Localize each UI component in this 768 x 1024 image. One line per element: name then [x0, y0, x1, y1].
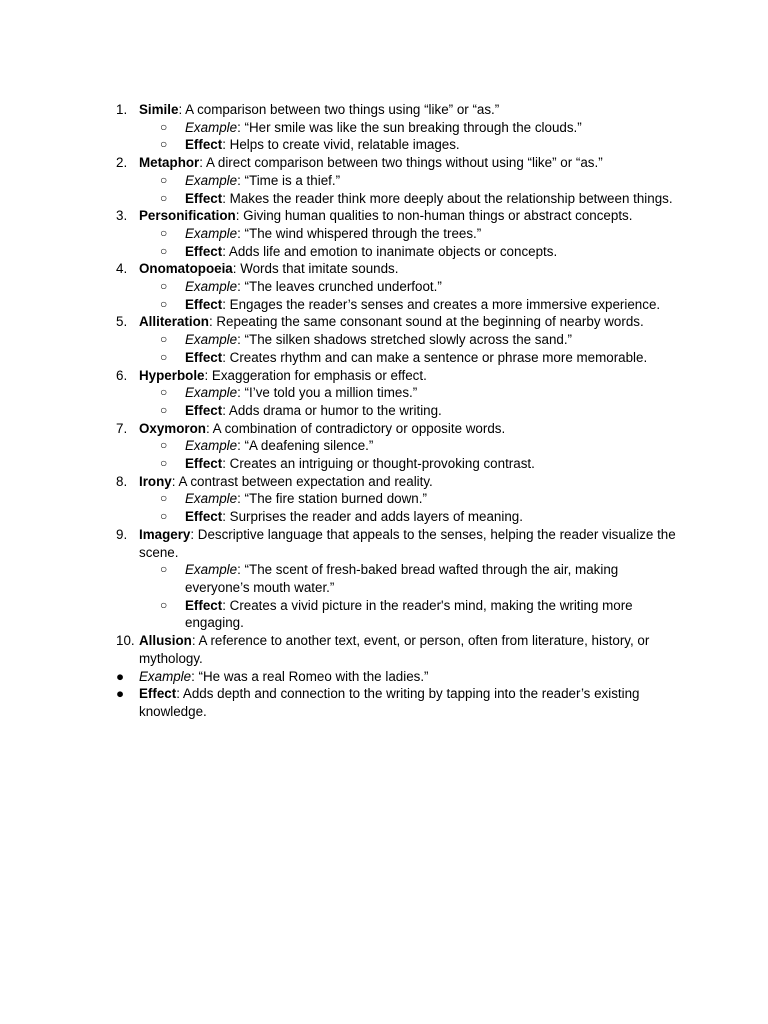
list-number: 9.: [116, 526, 128, 542]
term-name: Hyperbole: [139, 367, 205, 383]
list-item: [0, 367, 676, 385]
sub-label: Example: [185, 119, 238, 135]
bullet-text: : “He was a real Romeo with the ladies.”: [191, 668, 429, 684]
circle-bullet-icon: ○: [160, 190, 168, 205]
circle-bullet-icon: ○: [160, 119, 168, 134]
circle-bullet-icon: ○: [160, 225, 168, 240]
list-item: [0, 313, 676, 331]
list-item: [0, 473, 676, 491]
bullet-label: Effect: [139, 686, 177, 702]
circle-bullet-icon: ○: [160, 509, 168, 524]
circle-bullet-icon: ○: [160, 597, 168, 612]
document-body: [0, 101, 768, 721]
sub-item: [0, 190, 676, 208]
sub-text: : Adds life and emotion to inanimate objects or concepts.: [222, 243, 558, 259]
term-definition: : Exaggeration for emphasis or effect.: [204, 367, 427, 383]
sub-label: Effect: [185, 243, 223, 259]
bullet-item: [0, 685, 676, 720]
sub-label: Example: [185, 491, 238, 507]
list-item: [0, 526, 676, 561]
sub-label: Example: [185, 225, 238, 241]
circle-bullet-icon: ○: [160, 279, 168, 294]
sub-item: [0, 278, 676, 296]
circle-bullet-icon: ○: [160, 562, 168, 577]
term-name: Personification: [139, 208, 236, 224]
term-name: Metaphor: [139, 155, 200, 171]
list-number: 2.: [116, 155, 128, 171]
sub-item: [0, 172, 676, 190]
sub-label: Effect: [185, 456, 223, 472]
sub-label: Example: [185, 385, 238, 401]
sub-text: : “The fire station burned down.”: [237, 491, 427, 507]
list-number: 5.: [116, 314, 128, 330]
circle-bullet-icon: ○: [160, 243, 168, 258]
sub-item: [0, 402, 676, 420]
sub-item: [0, 331, 676, 349]
circle-bullet-icon: ○: [160, 172, 168, 187]
circle-bullet-icon: ○: [160, 349, 168, 364]
sub-item: [0, 225, 676, 243]
list-number: 1.: [116, 102, 128, 117]
list-item: [0, 632, 676, 667]
list-number: 6.: [116, 367, 128, 383]
term-definition: : A contrast between expectation and reality.: [171, 473, 433, 489]
bullet-text: : Adds depth and connection to the writing by tapping into the reader’s existing knowledge.: [139, 686, 640, 719]
sub-item: [0, 437, 676, 455]
bullet-item: [0, 668, 676, 686]
sub-text: : Creates rhythm and can make a sentence or phrase more memorable.: [222, 349, 648, 365]
sub-item: [0, 490, 676, 508]
sub-label: Effect: [185, 137, 223, 153]
list-number: 7.: [116, 420, 128, 436]
sub-item: [0, 243, 676, 261]
term-definition: : A comparison between two things using “like” or “as.”: [178, 102, 500, 117]
term-definition: : A combination of contradictory or opposite words.: [205, 420, 506, 436]
sub-text: : Makes the reader think more deeply about the relationship between things.: [222, 190, 673, 206]
term-definition: : A direct comparison between two things without using “like” or “as.”: [199, 155, 603, 171]
bullet-dot-icon: ●: [116, 668, 125, 684]
circle-bullet-icon: ○: [160, 491, 168, 506]
sub-item: [0, 561, 676, 596]
sub-text: : Surprises the reader and adds layers of meaning.: [222, 509, 523, 525]
term-definition: : Giving human qualities to non-human things or abstract concepts.: [235, 208, 633, 224]
sub-text: : Creates an intriguing or thought-provoking contrast.: [222, 456, 535, 472]
sub-text: : “The leaves crunched underfoot.”: [237, 279, 442, 295]
sub-text: : Engages the reader’s senses and creates a more immersive experience.: [222, 296, 661, 312]
sub-text: : “Her smile was like the sun breaking through the clouds.”: [237, 119, 582, 135]
list-item: [0, 101, 676, 119]
sub-text: : “Time is a thief.”: [237, 172, 341, 188]
circle-bullet-icon: ○: [160, 385, 168, 400]
circle-bullet-icon: ○: [160, 332, 168, 347]
sub-item: [0, 455, 676, 473]
sub-text: : “A deafening silence.”: [237, 438, 374, 454]
circle-bullet-icon: ○: [160, 402, 168, 417]
sub-label: Example: [185, 438, 238, 454]
sub-label: Example: [185, 332, 238, 348]
list-item: [0, 260, 676, 278]
term-name: Imagery: [139, 526, 191, 542]
list-number: 8.: [116, 473, 128, 489]
sub-text: : “The scent of fresh-baked bread wafted through the air, making everyone’s mouth water.”: [185, 562, 619, 595]
term-name: Allusion: [139, 633, 192, 649]
term-definition: : Repeating the same consonant sound at the beginning of nearby words.: [208, 314, 644, 330]
term-definition: : Words that imitate sounds.: [232, 261, 399, 277]
sub-text: : Creates a vivid picture in the reader's mind, making the writing more engaging.: [185, 597, 633, 631]
circle-bullet-icon: ○: [160, 296, 168, 311]
sub-item: [0, 136, 676, 154]
sub-label: Effect: [185, 509, 223, 525]
circle-bullet-icon: ○: [160, 137, 168, 152]
sub-label: Effect: [185, 402, 223, 418]
list-item: [0, 207, 676, 225]
sub-label: Example: [185, 172, 238, 188]
list-item: [0, 420, 676, 438]
list-number: 4.: [116, 261, 128, 277]
sub-label: Effect: [185, 190, 223, 206]
sub-item: [0, 597, 676, 632]
sub-text: : Adds drama or humor to the writing.: [222, 402, 442, 418]
bullet-label: Example: [139, 668, 192, 684]
sub-label: Example: [185, 279, 238, 295]
sub-label: Effect: [185, 597, 223, 613]
term-name: Irony: [139, 473, 172, 489]
term-name: Simile: [139, 102, 179, 117]
sub-item: [0, 296, 676, 314]
term-name: Oxymoron: [139, 420, 206, 436]
sub-item: [0, 119, 676, 137]
sub-item: [0, 349, 676, 367]
list-item: [0, 154, 676, 172]
sub-label: Effect: [185, 349, 223, 365]
sub-text: : Helps to create vivid, relatable images.: [222, 137, 460, 153]
term-definition: : A reference to another text, event, or person, often from literature, history, or mythology.: [139, 633, 650, 666]
sub-label: Example: [185, 562, 238, 578]
list-number: 3.: [116, 208, 128, 224]
circle-bullet-icon: ○: [160, 456, 168, 471]
bullet-dot-icon: ●: [116, 686, 125, 702]
sub-text: : “I’ve told you a million times.”: [237, 385, 418, 401]
sub-text: : “The silken shadows stretched slowly across the sand.”: [237, 332, 573, 348]
term-definition: : Descriptive language that appeals to the senses, helping the reader visualize the scene.: [139, 526, 676, 560]
sub-item: [0, 384, 676, 402]
circle-bullet-icon: ○: [160, 438, 168, 453]
sub-item: [0, 508, 676, 526]
sub-text: : “The wind whispered through the trees.”: [237, 225, 482, 241]
list-number: 10.: [116, 633, 135, 649]
sub-label: Effect: [185, 296, 223, 312]
term-name: Alliteration: [139, 314, 209, 330]
term-name: Onomatopoeia: [139, 261, 233, 277]
